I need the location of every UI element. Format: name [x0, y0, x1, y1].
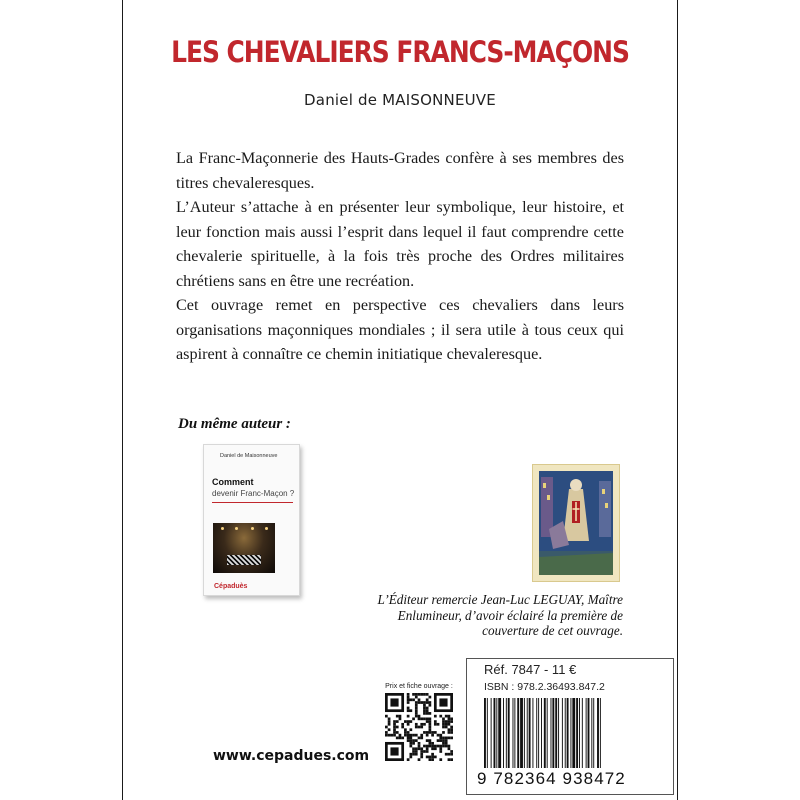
divider: [212, 502, 293, 503]
qr-module: [442, 720, 445, 723]
qr-module: [423, 709, 426, 712]
blurb-paragraph: Cet ouvrage remet en perspective ces chevaliers dans leurs organisations maçonniques mondiales ; il sera utile à tous ceux qui aspirent à connaître ce chemin initiatique chevaleresque.: [176, 296, 624, 363]
barcode-bar: [491, 698, 492, 768]
related-book-cover: [203, 444, 300, 596]
qr-module: [409, 756, 412, 759]
qr-module: [412, 717, 415, 720]
qr-finder: [390, 747, 398, 755]
barcode-bar: [597, 698, 599, 768]
qr-module: [434, 720, 437, 723]
qr-module: [442, 745, 445, 748]
qr-module: [412, 698, 415, 701]
qr-module: [399, 715, 402, 718]
qr-module: [412, 734, 415, 737]
qr-module: [445, 737, 448, 740]
barcode-digits: 9 782364 938472: [477, 769, 626, 788]
barcode-bar: [536, 698, 537, 768]
qr-module: [442, 731, 445, 734]
qr-module: [401, 723, 404, 726]
barcode-bar: [579, 698, 580, 768]
qr-module: [418, 747, 421, 750]
qr-module: [431, 747, 434, 750]
barcode-bar: [572, 698, 575, 768]
barcode-bar: [514, 698, 515, 768]
qr-module: [420, 723, 423, 726]
qr-module: [420, 701, 423, 704]
barcode-bar: [567, 698, 569, 768]
price-box: [466, 658, 674, 795]
qr-module: [439, 737, 442, 740]
qr-module: [423, 701, 426, 704]
qr-module: [429, 696, 432, 699]
qr-module: [445, 715, 448, 718]
qr-module: [423, 745, 426, 748]
barcode-bar: [517, 698, 519, 768]
qr-module: [426, 756, 429, 759]
qr-module: [407, 720, 410, 723]
qr-module: [420, 734, 423, 737]
back-cover: [122, 0, 678, 800]
qr-module: [439, 739, 442, 742]
barcode-bar: [576, 698, 578, 768]
qr-module: [423, 704, 426, 707]
checkered-floor: [227, 555, 261, 565]
lodge-photo: [213, 523, 275, 573]
light-icon: [235, 527, 238, 530]
qr-module: [407, 709, 410, 712]
qr-module: [431, 745, 434, 748]
qr-module: [401, 726, 404, 729]
qr-code[interactable]: [385, 693, 453, 761]
qr-module: [418, 737, 421, 740]
qr-module: [423, 723, 426, 726]
qr-module: [445, 739, 448, 742]
barcode-bar: [591, 698, 592, 768]
qr-module: [437, 723, 440, 726]
qr-module: [418, 758, 421, 761]
qr-module: [442, 739, 445, 742]
qr-module: [396, 715, 399, 718]
qr-module: [393, 720, 396, 723]
qr-module: [448, 731, 451, 734]
barcode-bar: [600, 698, 601, 768]
qr-module: [431, 742, 434, 745]
barcode-bar: [484, 698, 486, 768]
qr-module: [409, 753, 412, 756]
qr-module: [426, 739, 429, 742]
barcode: [484, 698, 664, 774]
qr-module: [437, 734, 440, 737]
qr-module: [396, 731, 399, 734]
qr-module: [434, 723, 437, 726]
qr-module: [415, 707, 418, 710]
qr-module: [448, 720, 451, 723]
qr-module: [407, 731, 410, 734]
barcode-bar: [503, 698, 504, 768]
qr-module: [418, 698, 421, 701]
qr-finder: [439, 698, 447, 706]
light-icon: [265, 527, 268, 530]
qr-module: [412, 742, 415, 745]
knight-illustration: [539, 471, 613, 575]
qr-module: [426, 734, 429, 737]
qr-module: [439, 745, 442, 748]
qr-module: [388, 734, 391, 737]
qr-module: [423, 693, 426, 696]
qr-module: [415, 712, 418, 715]
qr-module: [450, 726, 453, 729]
qr-module: [415, 734, 418, 737]
qr-module: [418, 726, 421, 729]
qr-module: [393, 723, 396, 726]
barcode-bar: [506, 698, 507, 768]
qr-module: [407, 734, 410, 737]
qr-module: [426, 701, 429, 704]
qr-module: [429, 756, 432, 759]
qr-module: [448, 728, 451, 731]
related-book-author: Daniel de Maisonneuve: [220, 453, 278, 459]
qr-module: [385, 734, 388, 737]
qr-module: [437, 745, 440, 748]
qr-module: [418, 715, 421, 718]
qr-module: [409, 742, 412, 745]
barcode-bar: [582, 698, 583, 768]
qr-module: [429, 728, 432, 731]
qr-module: [450, 731, 453, 734]
blurb-paragraph: La Franc-Maçonnerie des Hauts-Grades confère à ses membres des titres chevaleresques.: [176, 149, 624, 192]
qr-module: [420, 737, 423, 740]
qr-module: [445, 723, 448, 726]
barcode-bar: [547, 698, 548, 768]
qr-module: [385, 731, 388, 734]
qr-module: [445, 726, 448, 729]
qr-module: [442, 742, 445, 745]
qr-module: [415, 739, 418, 742]
qr-module: [434, 715, 437, 718]
qr-module: [450, 720, 453, 723]
qr-module: [439, 747, 442, 750]
barcode-bar: [570, 698, 571, 768]
qr-module: [431, 731, 434, 734]
qr-module: [429, 731, 432, 734]
qr-finder: [390, 698, 398, 706]
book-title: LES CHEVALIERS FRANCS-MAÇONS: [171, 35, 629, 69]
qr-module: [448, 747, 451, 750]
qr-module: [431, 756, 434, 759]
qr-label: Prix et fiche ouvrage :: [385, 683, 453, 690]
qr-module: [445, 720, 448, 723]
qr-module: [388, 720, 391, 723]
qr-module: [423, 717, 426, 720]
qr-module: [426, 712, 429, 715]
qr-module: [439, 758, 442, 761]
qr-module: [426, 707, 429, 710]
qr-module: [423, 750, 426, 753]
same-author-heading: Du même auteur :: [178, 416, 291, 432]
qr-module: [426, 698, 429, 701]
qr-module: [445, 742, 448, 745]
qr-module: [442, 723, 445, 726]
qr-module: [426, 709, 429, 712]
qr-module: [415, 701, 418, 704]
qr-module: [429, 745, 432, 748]
qr-module: [450, 717, 453, 720]
qr-module: [439, 715, 442, 718]
barcode-bar: [524, 698, 525, 768]
qr-module: [412, 753, 415, 756]
qr-module: [407, 696, 410, 699]
qr-module: [388, 723, 391, 726]
qr-module: [407, 723, 410, 726]
qr-module: [448, 723, 451, 726]
barcode-bar: [498, 698, 501, 768]
qr-module: [407, 701, 410, 704]
barcode-bar: [513, 698, 514, 768]
qr-module: [412, 693, 415, 696]
qr-module: [409, 698, 412, 701]
barcode-bar: [551, 698, 552, 768]
qr-module: [409, 728, 412, 731]
barcode-bar: [494, 698, 496, 768]
qr-module: [418, 745, 421, 748]
book-author: Daniel de MAISONNEUVE: [304, 91, 496, 109]
qr-module: [426, 731, 429, 734]
qr-module: [431, 734, 434, 737]
qr-module: [429, 720, 432, 723]
barcode-bar: [487, 698, 488, 768]
qr-module: [407, 707, 410, 710]
qr-module: [423, 707, 426, 710]
qr-module: [412, 750, 415, 753]
qr-module: [409, 720, 412, 723]
barcode-bar: [558, 698, 559, 768]
qr-module: [388, 717, 391, 720]
barcode-bar: [552, 698, 554, 768]
website-link[interactable]: www.cepadues.com: [213, 748, 370, 764]
barcode-bar: [527, 698, 528, 768]
qr-module: [393, 734, 396, 737]
qr-module: [426, 717, 429, 720]
qr-module: [450, 753, 453, 756]
illumination-artwork: [539, 471, 613, 575]
publisher-thanks: L’Éditeur remercie Jean-Luc LEGUAY, Maître Enlumineur, d’avoir éclairé la première de couverture de cet ouvrage.: [377, 592, 623, 638]
qr-module: [448, 758, 451, 761]
qr-module: [448, 753, 451, 756]
qr-module: [434, 756, 437, 759]
qr-module: [415, 747, 418, 750]
qr-module: [409, 739, 412, 742]
qr-module: [429, 712, 432, 715]
illumination-image: [532, 464, 620, 582]
qr-module: [450, 750, 453, 753]
qr-module: [404, 720, 407, 723]
barcode-bar: [555, 698, 557, 768]
qr-module: [426, 693, 429, 696]
qr-module: [407, 739, 410, 742]
qr-module: [396, 726, 399, 729]
qr-module: [393, 726, 396, 729]
qr-module: [407, 698, 410, 701]
qr-module: [434, 747, 437, 750]
qr-module: [404, 728, 407, 731]
qr-module: [399, 737, 402, 740]
qr-module: [426, 747, 429, 750]
qr-module: [439, 750, 442, 753]
isbn: ISBN : 978.2.36493.847.2: [484, 681, 605, 693]
qr-module: [407, 758, 410, 761]
qr-module: [448, 715, 451, 718]
barcode-bar: [593, 698, 594, 768]
barcode-bar: [538, 698, 539, 768]
barcode-bar: [532, 698, 533, 768]
qr-module: [409, 737, 412, 740]
qr-module: [429, 723, 432, 726]
barcode-bar: [496, 698, 497, 768]
qr-module: [407, 737, 410, 740]
barcode-bar: [588, 698, 590, 768]
qr-module: [409, 745, 412, 748]
qr-module: [415, 750, 418, 753]
qr-module: [420, 750, 423, 753]
qr-module: [420, 726, 423, 729]
qr-module: [429, 742, 432, 745]
qr-module: [429, 704, 432, 707]
qr-module: [399, 734, 402, 737]
qr-module: [431, 758, 434, 761]
qr-module: [388, 728, 391, 731]
qr-module: [396, 720, 399, 723]
qr-module: [415, 709, 418, 712]
qr-module: [415, 723, 418, 726]
qr-module: [396, 737, 399, 740]
publisher-logo: Cépaduès: [214, 583, 248, 590]
barcode-bar: [586, 698, 587, 768]
qr-module: [423, 731, 426, 734]
qr-module: [390, 734, 393, 737]
qr-module: [393, 731, 396, 734]
qr-module: [439, 734, 442, 737]
qr-module: [448, 717, 451, 720]
barcode-bar: [508, 698, 510, 768]
qr-module: [401, 737, 404, 740]
qr-module: [415, 753, 418, 756]
qr-module: [442, 726, 445, 729]
blurb-paragraph: L’Auteur s’attache à en présenter leur symbolique, leur histoire, et leur fonction mais aussi l’esprit dans lequel il faut comprendre cette chevalerie spirituelle, à la fois très proche des Ordres militaires chrétiens sans en être une recréation.: [176, 198, 624, 290]
qr-module: [429, 717, 432, 720]
book-blurb: [176, 146, 624, 367]
qr-module: [415, 704, 418, 707]
qr-module: [415, 715, 418, 718]
qr-module: [412, 747, 415, 750]
qr-module: [423, 712, 426, 715]
related-book-subtitle: devenir Franc-Maçon ?: [212, 489, 295, 498]
qr-module: [415, 696, 418, 699]
qr-module: [426, 750, 429, 753]
qr-module: [429, 726, 432, 729]
qr-module: [409, 709, 412, 712]
qr-module: [450, 737, 453, 740]
qr-module: [418, 742, 421, 745]
qr-module: [385, 715, 388, 718]
qr-module: [404, 734, 407, 737]
qr-module: [393, 728, 396, 731]
qr-module: [404, 731, 407, 734]
qr-module: [431, 753, 434, 756]
qr-module: [418, 693, 421, 696]
qr-module: [426, 745, 429, 748]
barcode-bar: [565, 698, 566, 768]
qr-module: [407, 693, 410, 696]
qr-module: [418, 701, 421, 704]
qr-module: [445, 753, 448, 756]
qr-module: [420, 747, 423, 750]
light-icon: [221, 527, 224, 530]
qr-module: [429, 739, 432, 742]
light-icon: [251, 527, 254, 530]
barcode-bar: [562, 698, 563, 768]
reference-price: Réf. 7847 - 11 €: [484, 662, 577, 677]
qr-module: [429, 758, 432, 761]
barcode-bar: [520, 698, 523, 768]
qr-module: [434, 745, 437, 748]
qr-module: [437, 739, 440, 742]
qr-module: [385, 726, 388, 729]
barcode-bar: [529, 698, 531, 768]
qr-module: [409, 734, 412, 737]
barcode-bar: [544, 698, 546, 768]
qr-module: [448, 737, 451, 740]
qr-module: [442, 717, 445, 720]
qr-module: [434, 731, 437, 734]
qr-module: [418, 717, 421, 720]
related-book-title: Comment: [212, 477, 254, 487]
qr-module: [415, 726, 418, 729]
qr-module: [448, 745, 451, 748]
qr-module: [407, 715, 410, 718]
barcode-bar: [541, 698, 542, 768]
qr-module: [445, 745, 448, 748]
qr-module: [420, 693, 423, 696]
qr-module: [412, 739, 415, 742]
qr-module: [420, 753, 423, 756]
qr-module: [399, 717, 402, 720]
qr-module: [420, 756, 423, 759]
qr-module: [442, 737, 445, 740]
qr-module: [450, 728, 453, 731]
qr-module: [415, 693, 418, 696]
qr-module: [426, 720, 429, 723]
qr-module: [450, 758, 453, 761]
qr-module: [420, 717, 423, 720]
qr-module: [429, 701, 432, 704]
